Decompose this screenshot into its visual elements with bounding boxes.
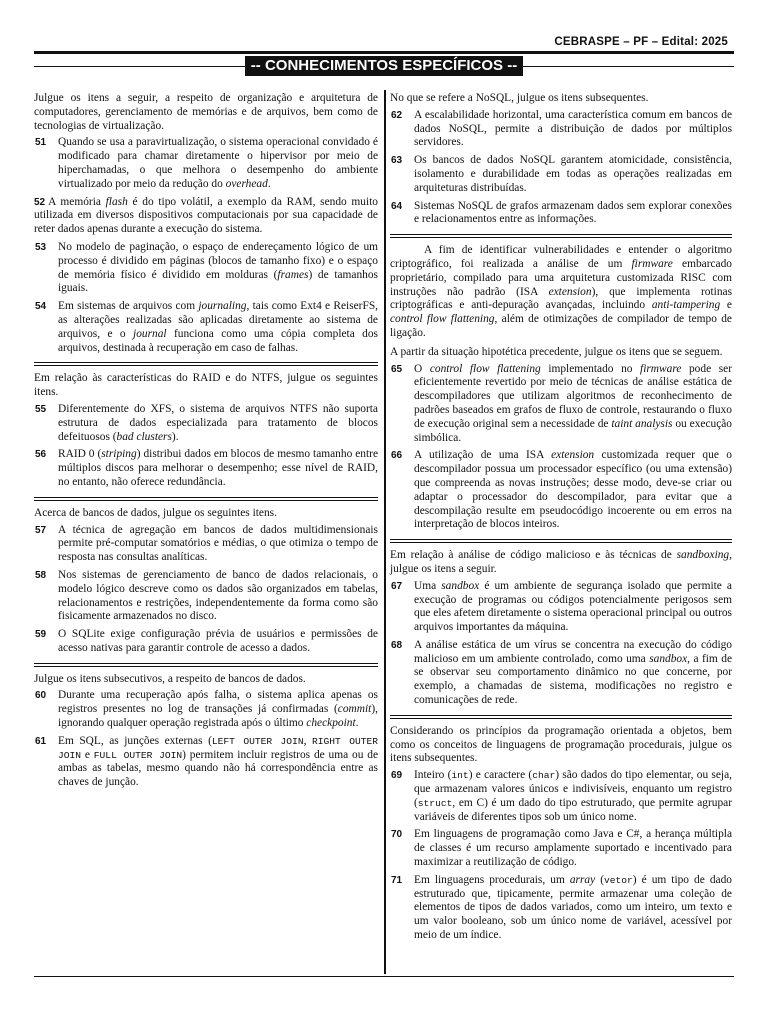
- text-run: No que se refere a NoSQL, julgue os itens subsequentes.: [390, 92, 649, 104]
- text-run: Em SQL, as junções externas (: [58, 734, 212, 747]
- text-run: Julgue os itens a seguir, a respeito de organização e arquitetura de computadores, gerenciamento de memórias e de arquivos, bem como de tecnologias de virtualização.: [34, 92, 378, 132]
- item-number: 65: [391, 363, 403, 375]
- question-item: [34, 448, 378, 489]
- text-run: .: [355, 717, 359, 730]
- item-number: 62: [391, 109, 403, 121]
- block-instruction: [390, 549, 732, 577]
- text-run: , a fim de se observar seu comportamento dinâmico no que concerne, por exemplo, a chamadas de sistema, modificações no registro e comunicações de rede.: [414, 652, 732, 707]
- text-run: (: [595, 873, 604, 886]
- question-item: [34, 300, 378, 355]
- text-run: , além de otimizações de compilador de tempo de ligação.: [390, 313, 732, 339]
- text-run: , em C) é um dado do tipo estruturado, que permite agrupar variáveis de diferentes tipos sob um único nome.: [414, 796, 732, 823]
- block-instruction: [390, 725, 732, 766]
- exam-header: CEBRASPE – PF – Edital: 2025: [554, 36, 728, 48]
- text-run: ), ignorando qualquer operação registrada após o último: [58, 703, 378, 730]
- text-run: .: [267, 177, 271, 190]
- item-number: 60: [35, 690, 47, 702]
- text-run: Os bancos de dados NoSQL garantem atomicidade, consistência, isolamento e durabilidade em todas as operações realizadas em arquiteturas distribuídas.: [414, 154, 732, 194]
- text-run: ) é um tipo de dado estruturado que, tipicamente, permite armazenar uma coleção de elementos de tipos de dados variados, como um inteiro, um texto e um valor booleano, sob um único nome de variável, acessível por meio de um índice.: [414, 873, 732, 942]
- block-instruction: [34, 372, 378, 400]
- text-run: e: [720, 299, 732, 312]
- text-run: é do tipo volátil, a exemplo da RAM, sendo muito utilizada em diversos dispositivos computacionais por sua capacidade de reter dados apenas durante a execução do sistema.: [34, 195, 379, 236]
- text-run: A utilização de uma ISA: [414, 449, 552, 462]
- text-run: ) são dados do tipo elementar, ou seja, que armazenam valores únicos e indivisíveis, enquanto um registro (: [414, 769, 732, 809]
- question-item: [34, 403, 378, 444]
- italic-text: extension: [548, 285, 592, 298]
- question-item: [34, 628, 378, 656]
- text-run: implementado no: [540, 362, 641, 375]
- item-number: 53: [35, 241, 47, 253]
- code-text: RIGHT OUTER JOIN: [58, 735, 378, 761]
- left-column: [34, 92, 378, 797]
- item-number: 67: [391, 580, 403, 592]
- question-item: [390, 449, 732, 532]
- italic-text: checkpoint: [306, 717, 356, 730]
- text-run: Quando se usa a paravirtualização, o sistema operacional convidado é modificado para chamar diretamente o hipervisor por meio de hiperchamadas, o que melhora o desempenho do ambiente virtualizado por meio da redução do: [58, 136, 378, 190]
- italic-text: journal: [133, 327, 167, 340]
- block-instruction: [34, 673, 378, 687]
- question-item: [34, 735, 378, 790]
- question-block: [34, 507, 378, 656]
- section-separator: [390, 539, 732, 543]
- text-run: ), que implementa rotinas criptográficas e anti-depuração avançadas, incluindo: [390, 285, 733, 312]
- section-separator: [390, 234, 732, 238]
- section-banner: -- CONHECIMENTOS ESPECÍFICOS --: [245, 56, 523, 76]
- section-separator: [34, 362, 378, 366]
- item-number: 71: [391, 874, 403, 886]
- item-number: 52: [34, 196, 46, 208]
- code-text: LEFT OUTER JOIN: [211, 735, 304, 747]
- section-separator: [390, 715, 732, 719]
- item-number: 57: [35, 524, 47, 536]
- text-run: Sistemas NoSQL de grafos armazenam dados sem explorar conexões e relacionamentos entre as informações.: [414, 199, 732, 226]
- item-number: 56: [35, 449, 47, 461]
- item-number: 51: [35, 137, 47, 149]
- code-text: struct: [417, 797, 453, 809]
- question-block: [34, 673, 378, 790]
- text-run: Acerca de bancos de dados, julgue os seguintes itens.: [34, 506, 277, 519]
- text-run: Nos sistemas de gerenciamento de banco de dados relacionais, o modelo lógico descreve como os dados são organizados em tabelas, relacionamentos e restrições, independentemente da forma como são fisicamente armazenados no disco.: [58, 568, 378, 623]
- item-number: 61: [35, 735, 47, 747]
- text-run: ou execução simbólica.: [414, 417, 733, 444]
- italic-text: journaling: [198, 300, 247, 313]
- question-item: [34, 241, 378, 296]
- italic-text: sandboxing: [676, 549, 730, 562]
- question-block: [34, 372, 378, 489]
- block-instruction: [390, 346, 732, 360]
- italic-text: frames: [277, 268, 309, 281]
- text-run: customizada requer que o descompilador possua um processador específico (ou uma extensão) que compreenda as novas instruções; desse modo, deve-se criar ou adaptar o processador do descompilador, para evitar que a descompilação resulte em pseudocódigo incoerente ou em erros na interpretação de blocos inteiros.: [414, 449, 732, 531]
- footer-rule: [34, 976, 734, 977]
- text-run: Em linguagens procedurais, um: [414, 873, 570, 886]
- question-item: [390, 828, 732, 869]
- item-number: 69: [391, 770, 403, 782]
- text-run: funciona como uma cópia completa dos arquivos, destinada à recuperação em caso de falhas.: [58, 327, 378, 354]
- item-number: 58: [35, 569, 47, 581]
- question-item: [390, 639, 732, 708]
- text-run: ) de tamanhos iguais.: [58, 268, 378, 295]
- italic-text: extension: [551, 449, 595, 462]
- question-item: [34, 689, 378, 730]
- text-run: A partir da situação hipotética precedente, julgue os itens que se seguem.: [390, 345, 723, 358]
- item-number: 63: [391, 155, 403, 167]
- text-run: ) permitem incluir registros de uma ou de ambas as tabelas, mesmo quando não há correspondência entre as chaves de junção.: [58, 748, 378, 789]
- question-item: [390, 580, 732, 635]
- text-run: O SQLite exige configuração prévia de usuários e permissões de acesso nativas para garantir controle de acesso a dados.: [58, 628, 378, 654]
- text-run: A memória: [48, 195, 106, 208]
- question-item: [34, 524, 378, 565]
- code-text: vetor: [603, 874, 633, 886]
- italic-text: control flow flattening: [429, 362, 541, 375]
- question-item: [390, 200, 732, 228]
- text-run: ) distribui dados em blocos de mesmo tamanho entre múltiplos discos para melhorar o desempenho; esse nível de RAID, no entanto, não oferece redundância.: [58, 448, 378, 488]
- italic-text: overhead: [225, 177, 268, 190]
- text-run: Em sistemas de arquivos com: [58, 300, 199, 313]
- italic-text: firmware: [631, 257, 673, 270]
- text-run: No modelo de paginação, o espaço de endereçamento lógico de um processo é dividido em páginas (blocos de tamanho fixo) e o espaço de memória físico é dividido em molduras (: [58, 240, 378, 281]
- block-instruction: [34, 92, 378, 133]
- text-run: O: [414, 362, 430, 375]
- italic-text: control flow flattening: [390, 313, 495, 326]
- context-text: [390, 244, 732, 341]
- item-number: 55: [35, 403, 47, 415]
- question-item: [390, 109, 732, 150]
- text-run: pode ser eficientemente revertido por meio de técnicas de análise estática de descompiladores que utilizam algoritmos de reconhecimento de padrões baseados em grafos de fluxo de controle, restaurando o fluxo de execução original sem a necessidade de: [414, 362, 732, 430]
- column-divider: [384, 90, 386, 974]
- section-separator: [34, 497, 378, 501]
- text-run: Em relação às características do RAID e do NTFS, julgue os seguintes itens.: [34, 372, 378, 399]
- right-column: [390, 92, 732, 950]
- question-item: [390, 154, 732, 195]
- text-run: ).: [171, 430, 179, 443]
- text-run: Considerando os princípios da programação orientada a objetos, bem como os conceitos de linguagens de programação procedurais, julgue os itens subsequentes.: [390, 724, 732, 765]
- text-run: A análise estática de um vírus se concentra na execução do código malicioso em um ambiente controlado, como uma: [414, 638, 732, 665]
- italic-text: commit: [337, 703, 372, 716]
- text-run: embarcado proprietário, compilado para uma arquitetura customizada RISC com instruções não padrão (ISA: [390, 257, 732, 298]
- italic-text: striping: [101, 448, 137, 461]
- text-run: Julgue os itens subsecutivos, a respeito de bancos de dados.: [34, 672, 306, 685]
- question-block: [390, 244, 732, 532]
- code-text: char: [532, 770, 556, 782]
- question-item: [34, 196, 378, 237]
- text-run: ) e caractere (: [468, 769, 533, 782]
- question-item: [390, 769, 732, 824]
- text-run: A escalabilidade horizontal, uma característica comum em bancos de dados NoSQL, permite a distribuição de dados por múltiplos servidores.: [414, 108, 732, 149]
- italic-text: taint analysis: [611, 417, 673, 430]
- question-item: [390, 363, 732, 446]
- item-number: 59: [35, 629, 47, 641]
- question-block: [390, 725, 732, 943]
- block-instruction: [390, 92, 732, 106]
- italic-text: bad clusters: [116, 430, 172, 443]
- item-number: 70: [391, 829, 403, 841]
- question-item: [34, 569, 378, 624]
- header-rule: [34, 51, 734, 54]
- italic-text: array: [569, 873, 596, 886]
- code-text: int: [451, 770, 469, 782]
- question-item: [390, 874, 732, 943]
- code-text: FULL OUTER JOIN: [93, 749, 183, 761]
- item-number: 66: [391, 450, 403, 462]
- text-run: Diferentemente do XFS, o sistema de arquivos NTFS não suporta estrutura de dados especializada para tratamento de blocos defeituosos (: [58, 402, 378, 443]
- item-number: 54: [35, 301, 47, 313]
- text-run: , julgue os itens a seguir.: [390, 549, 732, 575]
- question-block: [34, 92, 378, 355]
- text-run: A fim de identificar vulnerabilidades e entender o algoritmo criptográfico, foi realizada a análise de um: [390, 244, 732, 270]
- italic-text: sandbox: [441, 579, 480, 592]
- italic-text: sandbox: [649, 652, 688, 665]
- italic-text: anti-tampering: [651, 299, 721, 312]
- text-run: Em linguagens de programação como Java e C#, a herança múltipla de classes é um recurso amplamente suportado e incentivado para maximizar a reutilização de código.: [414, 828, 732, 869]
- text-run: e: [81, 748, 94, 761]
- block-instruction: [34, 507, 378, 521]
- text-run: RAID 0 (: [58, 448, 102, 461]
- italic-text: firmware: [640, 362, 682, 375]
- text-run: Inteiro (: [414, 769, 452, 782]
- text-run: é um ambiente de segurança isolado que permite a execução de programas ou códigos potencialmente perigosos sem que eles afetem diretamente o sistema operacional principal ou outros arquivos importantes da máquina.: [414, 579, 732, 634]
- item-number: 68: [391, 639, 403, 651]
- item-number: 64: [391, 200, 403, 212]
- question-item: [34, 136, 378, 191]
- text-run: A técnica de agregação em bancos de dados multidimensionais permite pré-computar somatórios e médias, o que otimiza o tempo de resposta nas consultas analíticas.: [58, 523, 378, 564]
- text-run: ,: [303, 734, 312, 747]
- question-block: [390, 92, 732, 227]
- text-run: Uma: [414, 579, 442, 592]
- italic-text: flash: [105, 195, 128, 208]
- text-run: , tais como Ext4 e ReiserFS, as alterações realizadas são aplicadas diretamente ao sistema de arquivos, e o: [58, 300, 378, 340]
- question-block: [390, 549, 732, 708]
- text-run: Durante uma recuperação após falha, o sistema aplica apenas os registros presentes no log de transações já confirmadas (: [58, 689, 378, 716]
- text-run: Em relação à análise de código malicioso e às técnicas de: [390, 549, 677, 562]
- section-separator: [34, 663, 378, 667]
